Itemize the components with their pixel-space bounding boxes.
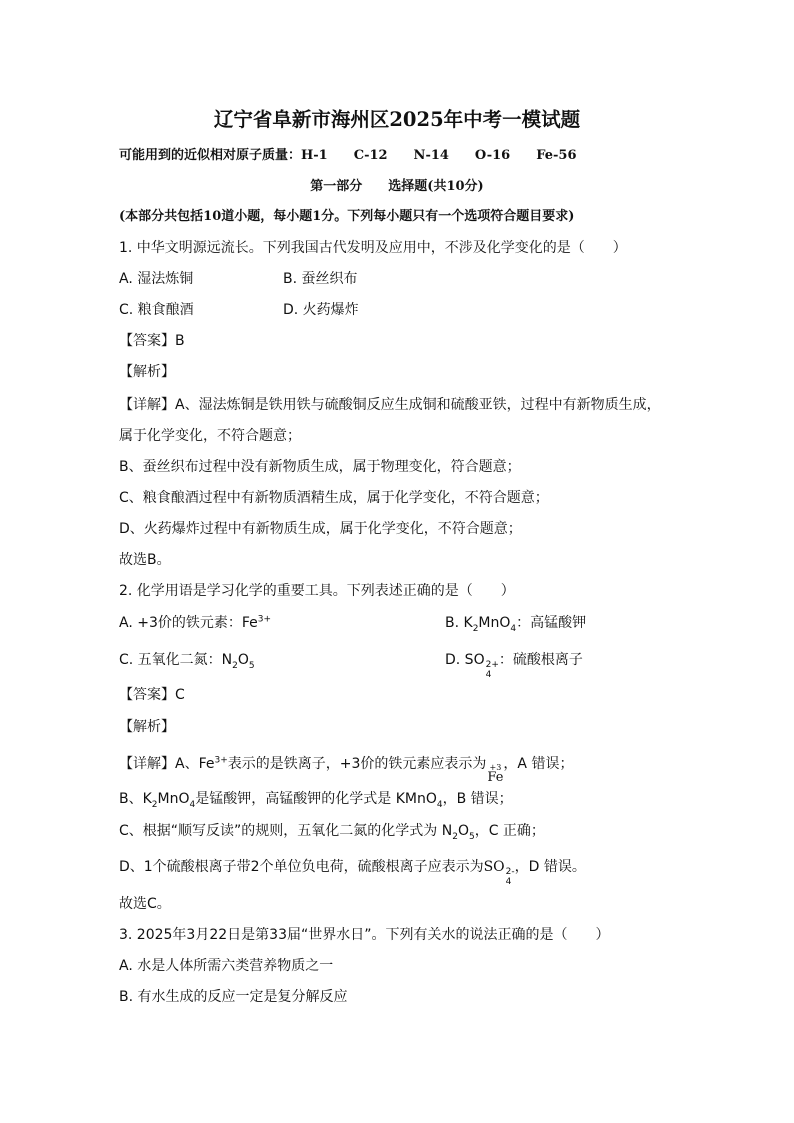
q1-option-d: D. 火药爆炸 [283,302,359,318]
q2-option-a [119,614,271,632]
q2-option-b-sub1: 2 [472,623,479,634]
q3-stem: 3. 2025年3月22日是第33届“世界水日”。下列有关水的说法正确的是（ ） [119,927,610,943]
q1-detail-4: C、粮食酿酒过程中有新物质酒精生成，属于化学变化，不符合题意； [119,490,549,506]
q2-detail-d-text-1: D、1个硫酸根离子带2个单位负电荷，硫酸根离子应表示为 [119,859,484,875]
q1-analysis-label: 【解析】 [119,364,175,380]
q2-stem: 2. 化学用语是学习化学的重要工具。下列表述正确的是（ ） [119,583,515,599]
q2-detail-b-text-2: MnO [157,791,190,807]
q2-detail-a-valence-symbol: Fe [487,770,504,785]
q2-option-d-suffix: ：硫酸根离子 [498,652,583,668]
q2-detail-b-text-1: B、K [119,791,152,807]
q2-option-d-ion [486,660,499,680]
q2-detail-d-formula: SO [483,859,505,875]
q2-answer: 【答案】C [119,687,185,703]
q2-option-c-mid: O [237,652,249,668]
q1-option-a: A. 湿法炼铜 [119,271,194,287]
q2-option-b-mid: MnO [478,615,511,631]
q2-detail-d-text-2: ，D 错误。 [514,859,586,875]
q2-detail-c-sub2: 5 [468,831,475,842]
q2-detail-b-sub2: 4 [189,799,196,810]
q2-option-b [445,614,586,632]
q2-detail-d-charge: 2- [505,867,515,877]
q2-detail-a-text-2: 表示的是铁离子，+3价的铁元素应表示为 [227,756,487,772]
q2-option-c-sub2: 5 [248,660,255,671]
q2-option-b-sub2: 4 [510,623,517,634]
q1-option-b: B. 蚕丝织布 [283,271,358,287]
q2-detail-c-text-2: O [457,823,469,839]
q2-option-c-sub1: 2 [232,660,238,671]
q2-detail-c [119,822,545,840]
page-title: 辽宁省阜新市海州区2025年中考一模试题 [213,108,581,131]
q1-detail-1: 【详解】A、湿法炼铜是铁用铁与硫酸铜反应生成铜和硫酸亚铁，过程中有新物质生成， [119,397,661,413]
q1-detail-3: B、蚕丝织布过程中没有新物质生成，属于物理变化，符合题意； [119,459,521,475]
q2-detail-b-text-4: ，B 错误； [442,791,513,807]
q2-detail-b-sub1: 2 [151,799,158,810]
q2-option-a-charge: 3+ [257,614,272,625]
q2-detail-a-text-3: ，A 错误； [503,756,574,772]
q2-option-d-text: D. SO [445,652,485,668]
q2-option-b-suffix: ：高锰酸钾 [516,615,587,631]
q1-option-c: C. 粮食酿酒 [119,302,194,318]
q3-option-b: B. 有水生成的反应一定是复分解反应 [119,989,348,1005]
q3-option-a: A. 水是人体所需六类营养物质之一 [119,958,334,974]
q2-option-c [119,651,255,669]
atomic-mass-line: 可能用到的近似相对原子质量：H-1 C-12 N-14 O-16 Fe-56 [119,148,577,163]
q2-detail-d-ion [506,867,515,887]
q1-conclusion: 故选B。 [119,552,171,568]
q2-option-c-text: C. 五氧化二氮：N [119,652,233,668]
q2-detail-a-text-1: 【详解】A、Fe [119,756,215,772]
q2-detail-c-sub1: 2 [452,831,458,842]
q2-detail-c-text-1: C、根据“顺写反读”的规则，五氧化二氮的化学式为 N [119,823,453,839]
q1-stem: 1. 中华文明源远流长。下列我国古代发明及应用中，不涉及化学变化的是（ ） [119,240,627,256]
q2-option-d-sub: 4 [485,670,492,680]
q1-detail-2: 属于化学变化，不符合题意； [119,428,301,444]
q2-detail-d [119,858,586,887]
section-note: (本部分共包括10道小题，每小题1分。下列每小题只有一个选项符合题目要求) [119,209,575,224]
q2-detail-c-text-3: ，C 正确； [474,823,545,839]
q2-detail-a-valence [487,763,503,783]
q2-detail-b-sub3: 4 [436,799,443,810]
q1-detail-5: D、火药爆炸过程中有新物质生成，属于化学变化，不符合题意； [119,521,522,537]
q2-detail-d-sub: 4 [505,877,512,887]
q2-analysis-label: 【解析】 [119,719,175,735]
q2-option-d [445,651,583,680]
q2-detail-a-charge: 3+ [214,755,228,766]
q2-option-a-text: A. +3价的铁元素：Fe [119,615,258,631]
section-heading: 第一部分 选择题(共10分) [310,179,484,194]
q2-detail-b-text-3: 是锰酸钾，高锰酸钾的化学式是 KMnO [195,791,437,807]
q2-detail-b [119,790,513,808]
q2-detail-a [119,755,573,783]
q2-conclusion: 故选C。 [119,896,171,912]
q2-option-b-text: B. K [445,615,473,631]
q1-answer: 【答案】B [119,333,185,349]
q2-detail-a-valence-charge: +3 [489,763,502,772]
q2-option-d-charge: 2+ [485,660,499,670]
